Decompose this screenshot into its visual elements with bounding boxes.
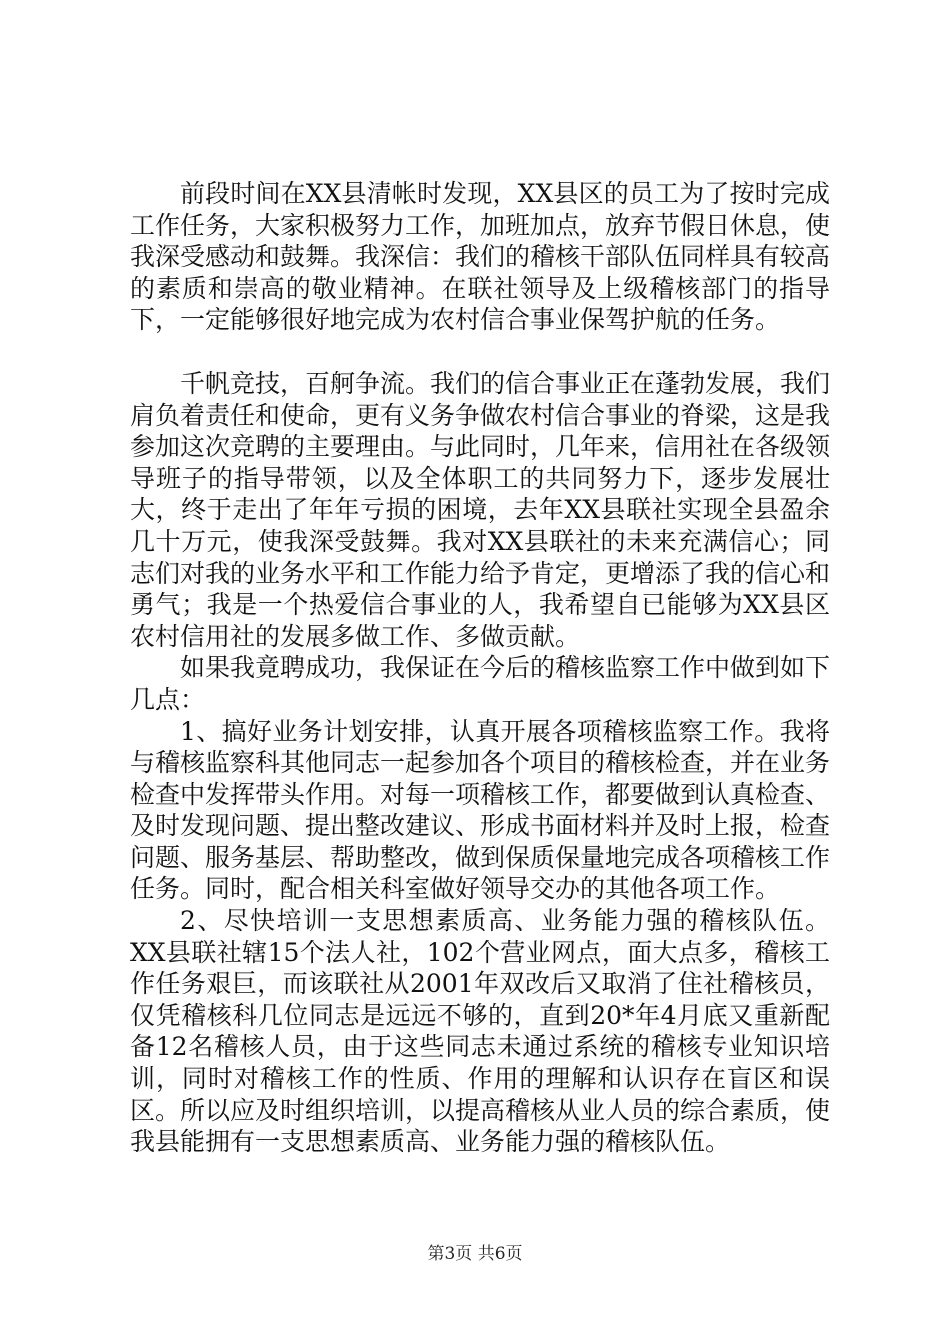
paragraph-reasons-for-candidacy: 千帆竞技，百舸争流。我们的信合事业正在蓬勃发展，我们肩负着责任和使命，更有义务争做农村信合事业的脊梁，这是我参加这次竞聘的主要理由。与此同时，几年来，信用社在各级领导班子的指导带领，以及全体职工的共同努力下，逐步发展壮大，终于走出了年年亏损的困境，去年XX县联社实现全县盈余几十万元，使我深受鼓舞。我对XX县联社的未来充满信心；同志们对我的业务水平和工作能力给予肯定，更增添了我的信心和勇气；我是一个热爱信合事业的人，我希望自已能够为XX县区农村信用社的发展多做工作、多做贡献。 [130, 368, 831, 651]
paragraph-commitments-intro: 如果我竟聘成功，我保证在今后的稽核监察工作中做到如下几点： [130, 653, 831, 714]
paragraph-staff-overtime: 前段时间在XX县清帐时发现，XX县区的员工为了按时完成工作任务，大家积极努力工作，加班加点，放弃节假日休息，使我深受感动和鼓舞。我深信：我们的稽核干部队伍同样具有较高的素质和崇高的敬业精神。在联社领导及上级稽核部门的指导下，一定能够很好地完成为农村信合事业保驾护航的任务。 [130, 179, 831, 335]
paragraph-commitment-1: 1、搞好业务计划安排，认真开展各项稽核监察工作。我将与稽核监察科其他同志一起参加各个项目的稽核检查，并在业务检查中发挥带头作用。对每一项稽核工作，都要做到认真检查、及时发现问题、提出整改建议、形成书面材料并及时上报，检查问题、服务基层、帮助整改，做到保质保量地完成各项稽核工作任务。同时，配合相关科室做好领导交办的其他各项工作。 [130, 716, 831, 904]
paragraph-commitment-2: 2、尽快培训一支思想素质高、业务能力强的稽核队伍。XX县联社辖15个法人社，102个营业网点，面大点多，稽核工作任务艰巨，而该联社从2001年双改后又取消了住社稽核员，仅凭稽核科几位同志是远远不够的，直到20*年4月底又重新配备12名稽核人员，由于这些同志未通过系统的稽核专业知识培训，同时对稽核工作的性质、作用的理解和认识存在盲区和误区。所以应及时组织培训，以提高稽核从业人员的综合素质，使我县能拥有一支思想素质高、业务能力强的稽核队伍。 [130, 906, 831, 1157]
page-number-footer: 第3页 共6页 [427, 1244, 523, 1264]
document-body [130, 178, 830, 1158]
